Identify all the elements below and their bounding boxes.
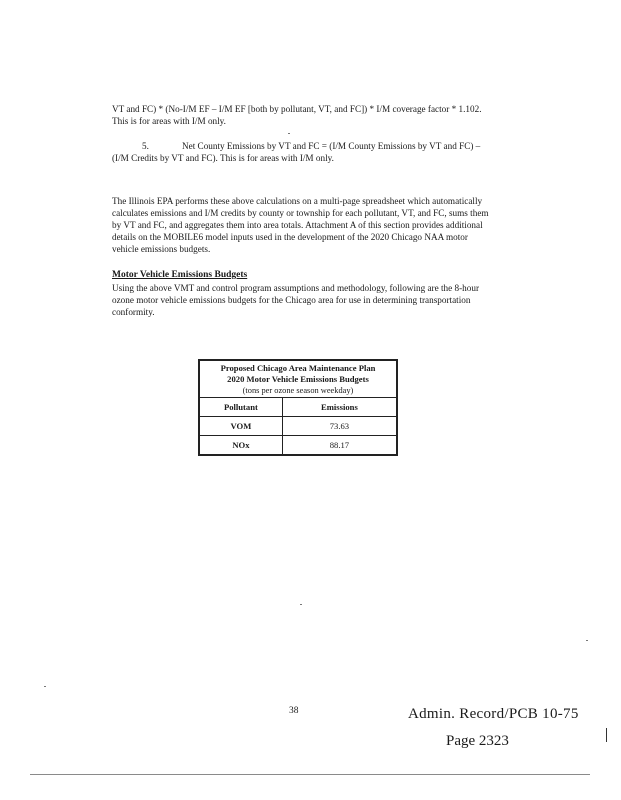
paragraph-spreadsheet: The Illinois EPA performs these above calculations on a multi-page spreadsheet which automatically calculates emissions and I/M credits by county or township for each pollutant, VT, and FC, sums them by VT and FC, and aggregates them into area totals. Attachment A of this section provides additional details on the MOBILE6 model inputs used in the development of the 2020 Chicago NAA motor vehicle emissions budgets.: [112, 196, 489, 254]
admin-record-stamp: Admin. Record/PCB 10-75: [408, 706, 579, 722]
table-header-row: [200, 398, 396, 417]
budget-table-grid: [200, 398, 396, 454]
table-row: [200, 417, 396, 436]
scan-speck: [288, 133, 290, 134]
paragraph-formula-continued: VT and FC) * (No-I/M EF – I/M EF [both by pollutant, VT, and FC]) * I/M coverage factor * 1.102. This is for areas with I/M only.: [112, 104, 482, 126]
list-number: 5.: [142, 141, 149, 151]
scan-speck: [300, 604, 302, 605]
column-header-emissions: Emissions: [282, 398, 396, 417]
scan-edge-mark: [606, 728, 607, 742]
table-title-line1: Proposed Chicago Area Maintenance Plan: [220, 363, 376, 373]
scan-border-line: [30, 774, 590, 775]
page-number: 38: [289, 706, 299, 716]
table-subtitle: (tons per ozone season weekday): [242, 386, 354, 395]
scan-speck: [44, 686, 46, 687]
section-heading: Motor Vehicle Emissions Budgets: [112, 270, 248, 280]
paragraph-net-emissions: [112, 140, 492, 164]
cell-pollutant: VOM: [200, 417, 282, 436]
table-title-block: [200, 361, 396, 398]
table-row: [200, 436, 396, 455]
cell-emissions: 88.17: [282, 436, 396, 455]
cell-pollutant: NOx: [200, 436, 282, 455]
scan-speck: [586, 640, 588, 641]
paragraph-net-emissions-text: Net County Emissions by VT and FC = (I/M County Emissions by VT and FC) – (I/M Credits by VT and FC). This is for areas with I/M only.: [112, 141, 481, 163]
cell-emissions: 73.63: [282, 417, 396, 436]
stamp-page-number: Page 2323: [446, 733, 509, 749]
table-title-line2: 2020 Motor Vehicle Emissions Budgets: [227, 374, 369, 384]
column-header-pollutant: Pollutant: [200, 398, 282, 417]
emissions-budget-table: [198, 359, 398, 456]
paragraph-budgets-intro: Using the above VMT and control program assumptions and methodology, following are the 8-hour ozone motor vehicle emissions budgets for the Chicago area for use in determining transportation conformity.: [112, 283, 480, 317]
